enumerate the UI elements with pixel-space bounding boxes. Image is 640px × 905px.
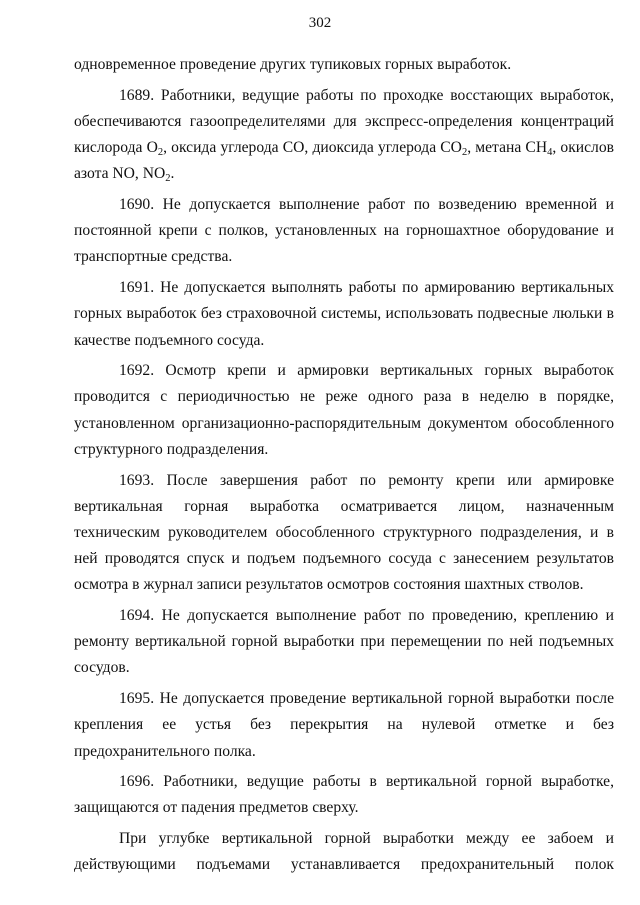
body-text	[74, 52, 614, 879]
paragraph-continuation: одновременное проведение других тупиковых горных выработок.	[74, 56, 512, 73]
paragraph-continued: При углубке вертикальной горной выработки между ее забоем и действующими подъемами устанавливается предохранительный полок	[74, 830, 614, 874]
paragraph-1693: 1693. После завершения работ по ремонту крепи или армировке вертикальная горная выработка осматривается лицом, назначенным техническим руководителем обособленного структурного подразделения, и в ней проводятся спуск и подъем подъемного сосуда с занесением результатов осмотра в журнал записи результатов осмотров состояния шахтных стволов.	[74, 471, 614, 594]
paragraph-1694: 1694. Не допускается выполнение работ по проведению, креплению и ремонту вертикальной горной выработки при перемещении по ней подъемных сосудов.	[74, 607, 614, 677]
subscript: 2	[165, 173, 171, 185]
subscript: 2	[157, 147, 164, 159]
paragraph-1691: 1691. Не допускается выполнять работы по армированию вертикальных горных выработок без страховочной системы, использовать подвесные люльки в качестве подъемного сосуда.	[74, 279, 614, 349]
paragraph-1696: 1696. Работники, ведущие работы в вертикальной горной выработке, защищаются от падения предметов сверху.	[74, 773, 614, 817]
page-number: 302	[308, 15, 332, 31]
subscript: 4	[547, 147, 553, 159]
paragraph-1689: 1689. Работники, ведущие работы по проходке восстающих выработок, обеспечиваются газоопределителями для экспресс-определения концентраций кислорода $O_2$, оксида углерода CO, диоксида углерода $CO_2$, метана $CH_4$, окислов азота NO, $NO_2$.	[74, 86, 614, 185]
subscript: 2	[461, 147, 468, 159]
paragraph-1690: 1690. Не допускается выполнение работ по возведению временной и постоянной крепи с полков, установленных на горношахтное оборудование и транспортные средства.	[74, 196, 614, 266]
paragraph-1692: 1692. Осмотр крепи и армировки вертикальных горных выработок проводится с периодичностью не реже одного раза в неделю в порядке, установленном организационно-распорядительным документом обособленного структурного подразделения.	[74, 362, 614, 458]
paragraph-1695: 1695. Не допускается проведение вертикальной горной выработки после крепления ее устья без перекрытия на нулевой отметке и без предохранительного полка.	[74, 690, 614, 760]
